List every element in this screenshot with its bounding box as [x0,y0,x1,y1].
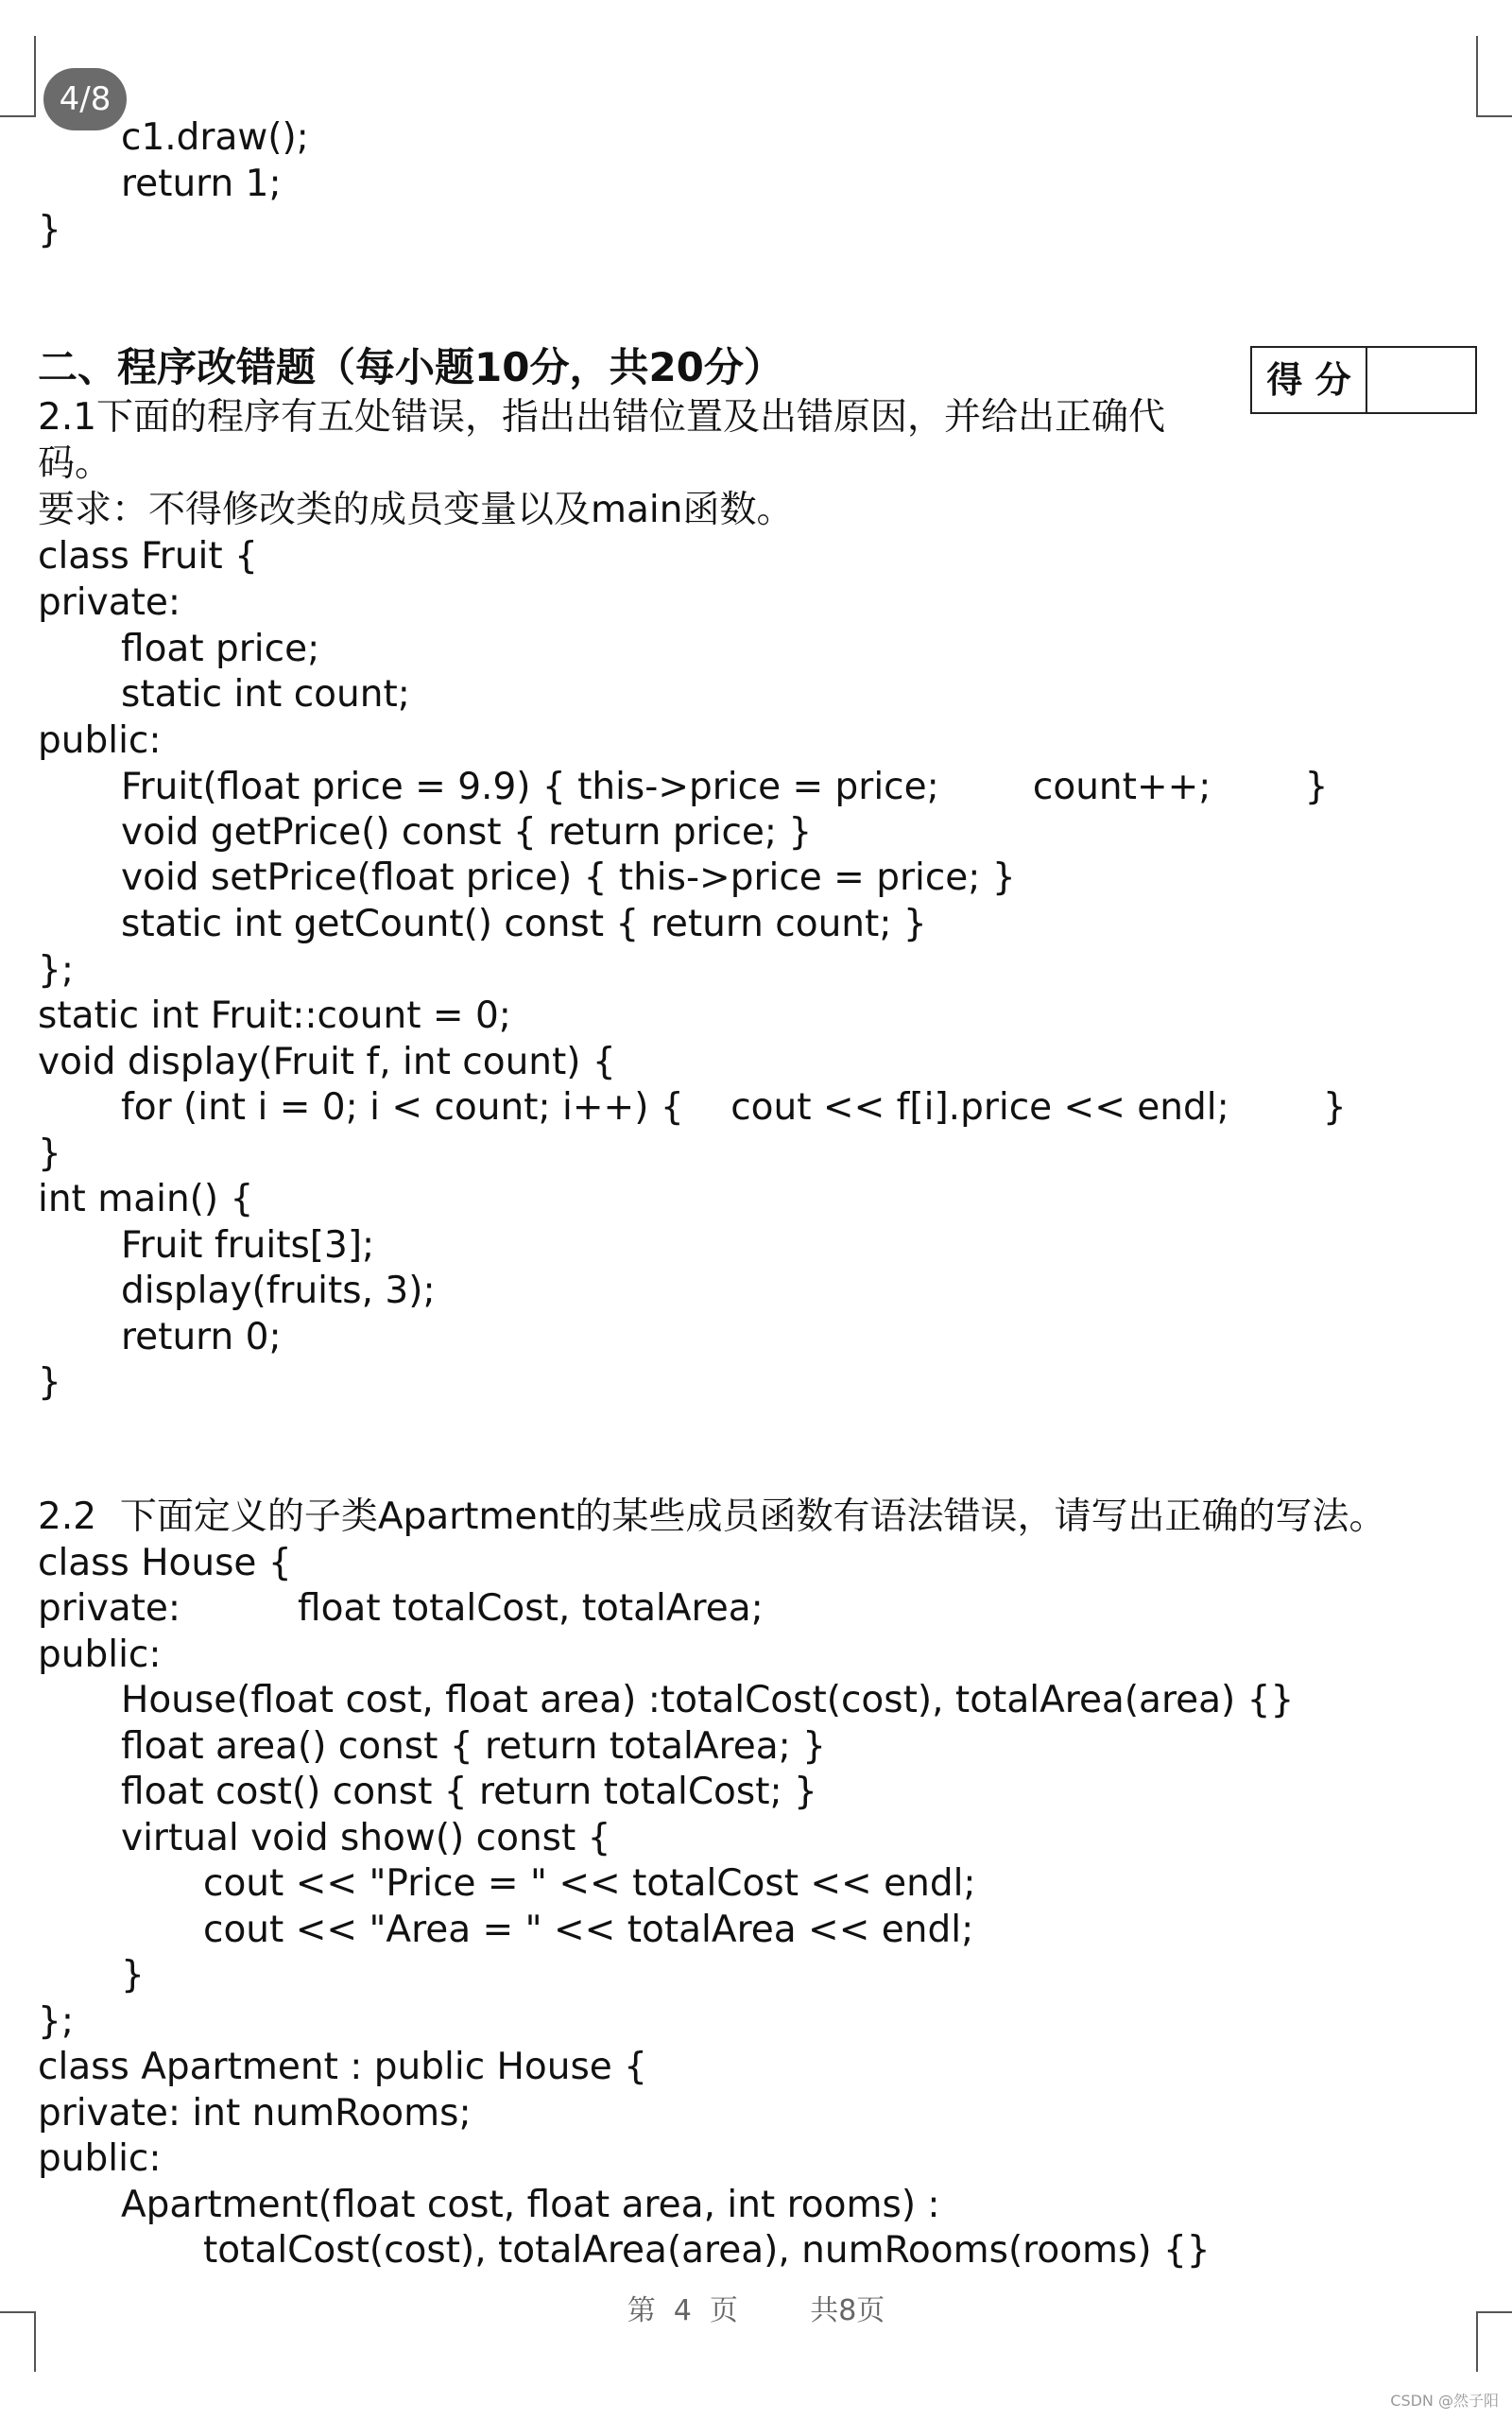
code-line: c1.draw(); [121,116,309,159]
code-line: private: int numRooms; [38,2092,472,2135]
code-line: private: [38,581,181,624]
question-intro: 2.2 下面定义的子类Apartment的某些成员函数有语法错误，请写出正确的写法。 [38,1495,1386,1538]
code-line: } [38,209,61,251]
question-intro: 码。 [38,442,112,485]
code-line: public: [38,1634,162,1676]
page-indicator-badge[interactable]: 4/8 [43,68,127,130]
question-intro: 2.1下面的程序有五处错误，指出出错位置及出错原因，并给出正确代 [38,396,1166,439]
code-line: }; [38,949,74,992]
code-line: Fruit(float price = 9.9) { this->price = price; count++; } [121,766,1329,808]
code-line: display(fruits, 3); [121,1270,436,1312]
code-line: class Fruit { [38,535,258,578]
code-line: } [38,1361,61,1404]
score-box [1250,346,1477,414]
code-line: void getPrice() const { return price; } [121,811,813,854]
code-line: Apartment(float cost, float area, int rooms) : [121,2184,940,2226]
code-line: return 0; [121,1316,282,1358]
code-line: return 1; [121,163,282,205]
code-line: public: [38,2137,162,2180]
code-line: void setPrice(float price) { this->price = price; } [121,856,1016,899]
code-line: virtual void show() const { [121,1817,611,1859]
code-line: class House { [38,1542,292,1584]
code-line: } [38,1132,61,1175]
crop-mark-top-left [0,36,36,117]
code-line: float price; [121,628,320,670]
crop-mark-top-right [1476,36,1512,117]
code-line: House(float cost, float area) :totalCost(cost), totalArea(area) {} [121,1679,1295,1721]
watermark: CSDN @然子阳 [1390,2392,1499,2410]
code-line: Fruit fruits[3]; [121,1224,375,1267]
code-line: float cost() const { return totalCost; } [121,1771,817,1813]
score-box-label: 得 分 [1252,348,1367,412]
code-line: static int Fruit::count = 0; [38,994,511,1037]
score-box-blank [1367,348,1475,412]
code-line: cout << "Area = " << totalArea << endl; [203,1909,974,1951]
code-line: totalCost(cost), totalArea(area), numRooms(rooms) {} [203,2229,1211,2272]
section-title: 二、程序改错题（每小题10分，共20分） [38,344,783,390]
code-line: float area() const { return totalArea; } [121,1725,826,1768]
code-line: cout << "Price = " << totalCost << endl; [203,1862,976,1905]
code-line: private: float totalCost, totalArea; [38,1587,764,1630]
code-line: }; [38,2000,74,2043]
code-line: for (int i = 0; i < count; i++) { cout << f[i].price << endl; } [121,1086,1347,1129]
code-line: } [121,1954,145,1996]
code-line: static int count; [121,673,410,716]
code-line: int main() { [38,1178,254,1220]
code-line: void display(Fruit f, int count) { [38,1041,616,1083]
question-requirement: 要求：不得修改类的成员变量以及main函数。 [38,489,794,531]
page-footer: 第 4 页 共8页 [627,2294,885,2327]
code-line: static int getCount() const { return count; } [121,903,927,945]
code-line: class Apartment : public House { [38,2046,647,2088]
code-line: public: [38,719,162,762]
